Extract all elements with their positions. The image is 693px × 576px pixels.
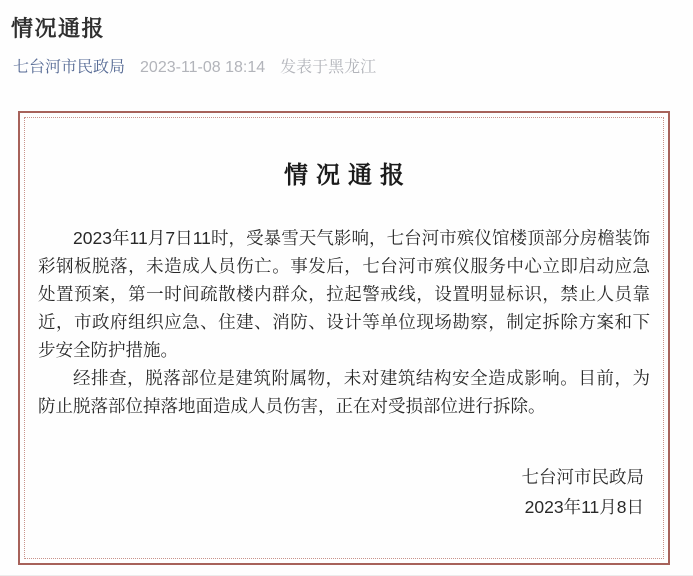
notice-inner-frame — [24, 117, 664, 559]
notice-paragraph: 2023年11月7日11时，受暴雪天气影响，七台河市殡仪馆楼顶部分房檐装饰彩钢板脱落，未造成人员伤亡。事发后，七台河市殡仪服务中心立即启动应急处置预案，第一时间疏散楼内群众，拉起警戒线，设置明显标识，禁止人员靠近，市政府组织应急、住建、消防、设计等单位现场勘察，制定拆除方案和下步安全防护措施。 — [38, 228, 650, 360]
account-name-link[interactable]: 七台河市民政局 — [13, 59, 126, 76]
signature-date: 2023年11月8日 — [524, 497, 644, 517]
notice-paragraph: 经排查，脱落部位是建筑附属物，未对建筑结构安全造成影响。目前，为防止脱落部位掉落地面造成人员伤害，正在对受损部位进行拆除。 — [38, 368, 650, 416]
notice-box — [18, 111, 670, 565]
article-meta — [11, 58, 673, 78]
notice-body — [38, 224, 650, 420]
publish-timestamp: 2023-11-08 18:14 — [140, 59, 266, 76]
page-title: 情况通报 — [11, 16, 106, 41]
publish-location: 发表于黑龙江 — [280, 59, 377, 76]
signature-block — [38, 462, 650, 522]
article-header — [0, 0, 693, 78]
signature-name: 七台河市民政局 — [521, 467, 644, 487]
notice-title: 情况通报 — [284, 162, 412, 189]
